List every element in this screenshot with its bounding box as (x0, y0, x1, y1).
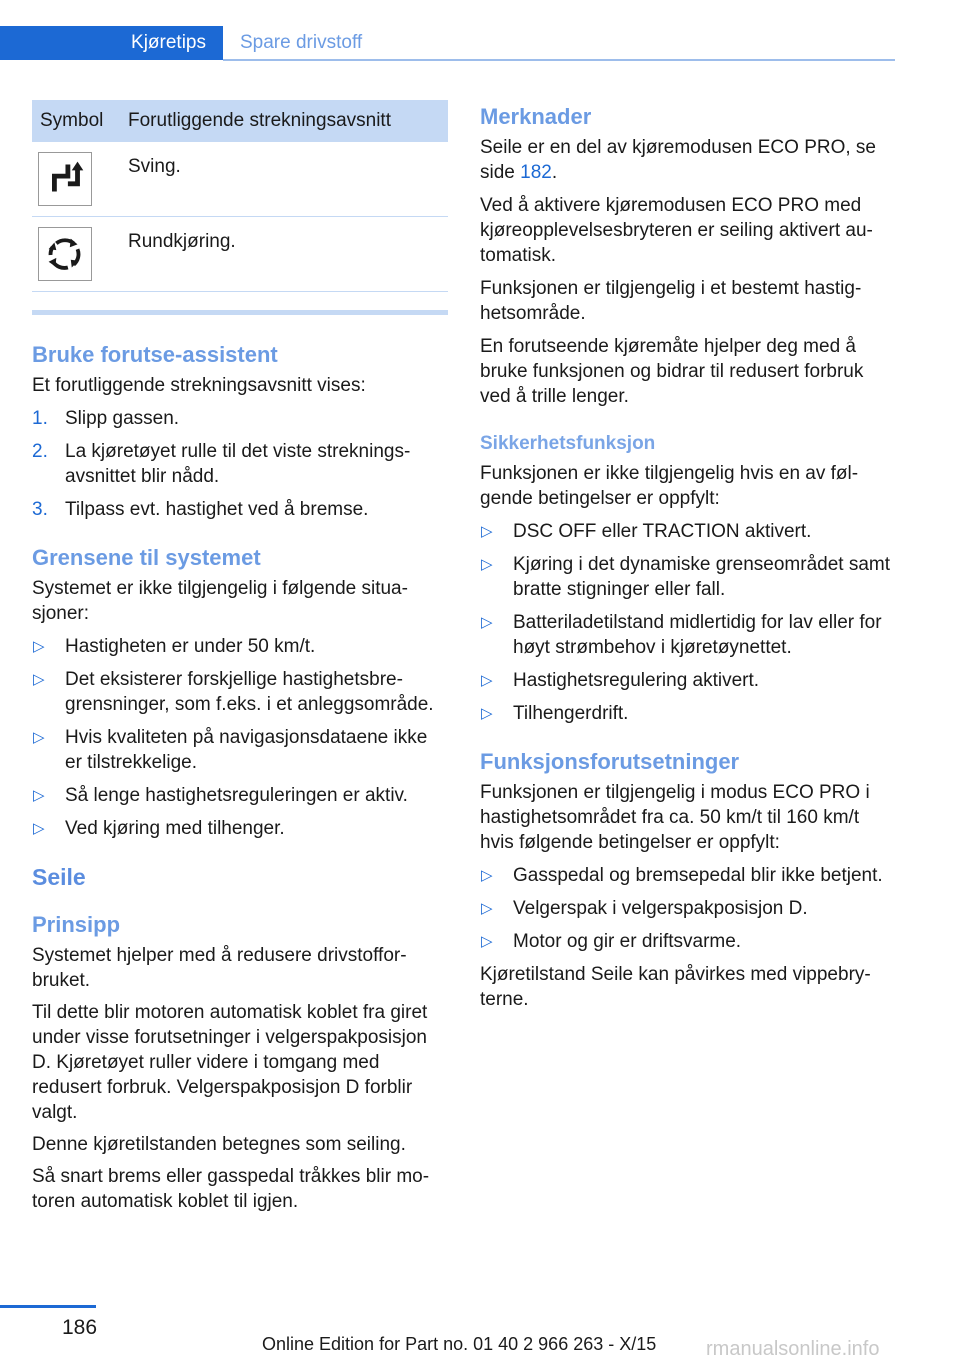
heading-seile: Seile (32, 864, 86, 890)
left-column (32, 100, 448, 1214)
triangle-bullet-icon: ▷ (481, 900, 493, 917)
limits-list (32, 634, 448, 841)
symbol-table (32, 100, 448, 292)
list-item: ▷ Det eksisterer forskjellige hastighetsbregrensninger, som f.eks. i et anleggsområde. (33, 669, 434, 715)
conditions-list (480, 863, 895, 954)
curve-road-icon (38, 152, 92, 206)
triangle-bullet-icon: ▷ (33, 638, 45, 655)
watermark: rmanualsonline.info (706, 1338, 880, 1360)
table-header-row (32, 100, 448, 142)
list-item: ▷ Så lenge hastighetsreguleringen er aktiv. (33, 785, 408, 806)
table-header-symbol: Symbol (32, 100, 120, 142)
triangle-bullet-icon: ▷ (33, 787, 45, 804)
tab-kjoretips[interactable]: Kjøretips (0, 26, 223, 60)
footer-rule (0, 1305, 96, 1308)
page-number: 186 (62, 1316, 98, 1339)
table-row-text: Sving. (120, 142, 448, 217)
edition-text: Online Edition for Part no. 01 40 2 966 263 - X/15 (262, 1334, 657, 1354)
list-item: ▷ Velgerspak i velgerspakposisjon D. (481, 898, 808, 919)
list-item: ▷ DSC OFF eller TRACTION aktivert. (481, 521, 812, 542)
list-item: ▷ Hvis kvaliteten på navigasjonsdataene ikke er tilstrekkelige. (33, 727, 428, 773)
list-item: 1. Slipp gassen. (32, 408, 180, 429)
list-item: ▷ Kjøring i det dynamiske grenseområdet samt bratte stigninger eller fall. (481, 554, 890, 600)
list-item: ▷ Batteriladetilstand midlertidig for lav eller for høyt strømbehov i kjøretøynettet. (481, 612, 882, 658)
merknader-paragraph: Funksjonen er tilgjengelig i et bestemt hastighetsområde. (480, 278, 862, 324)
merknader-paragraph: Ved å aktivere kjøremodusen ECO PRO med kjøreopplevelsesbryteren er seiling aktivert automatisk. (480, 195, 873, 266)
triangle-bullet-icon: ▷ (481, 523, 493, 540)
merknader-paragraph: En forutseende kjøremåte hjelper deg med å bruke funksjonen og bidrar til redusert forbruk ved å trille lenger. (480, 336, 864, 407)
heading-prinsipp: Prinsipp (32, 912, 121, 937)
heading-sikkerhet: Sikkerhetsfunksjon (480, 433, 656, 454)
bruke-intro: Et forutliggende strekningsavsnitt vises: (32, 375, 366, 396)
prinsipp-paragraph: Til dette blir motoren automatisk koblet fra giret under visse forutsetninger i velgerspakposisjon D. Kjøretøyet ruller videre i tomgang med redusert forbruk. Velgerspakposisjon D forblir valgt. (32, 1002, 428, 1123)
heading-forutsetninger: Funksjonsforutsetninger (480, 749, 740, 774)
triangle-bullet-icon: ▷ (481, 705, 493, 722)
list-item: 3. Tilpass evt. hastighet ved å bremse. (32, 499, 369, 520)
heading-merknader: Merknader (480, 104, 592, 129)
page-header (0, 26, 895, 62)
header-divider (223, 59, 895, 61)
triangle-bullet-icon: ▷ (481, 672, 493, 689)
grensene-intro: Systemet er ikke tilgjengelig i følgende situasjoner: (32, 578, 408, 624)
list-item: ▷ Gasspedal og bremsepedal blir ikke betjent. (481, 865, 883, 886)
heading-grensene: Grensene til systemet (32, 545, 261, 570)
merknader-paragraph: Seile er en del av kjøremodusen ECO PRO, se side 182. (480, 137, 877, 183)
final-paragraph: Kjøretilstand Seile kan påvirkes med vippebryterne. (480, 964, 871, 1010)
page-link[interactable]: 182 (520, 162, 552, 183)
triangle-bullet-icon: ▷ (33, 671, 45, 688)
triangle-bullet-icon: ▷ (33, 729, 45, 746)
prinsipp-paragraph: Systemet hjelper med å redusere drivstofforbruket. (32, 945, 407, 991)
table-header-description: Forutliggende strekningsavsnitt (120, 100, 448, 142)
forutsetning-intro: Funksjonen er tilgjengelig i modus ECO PRO i hastighetsområdet fra ca. 50 km/t til 160 km/t hvis følgende betingelser er oppfylt: (480, 782, 870, 853)
list-item: 2. La kjøretøyet rulle til det viste strekningsavsnittet blir nådd. (32, 441, 411, 487)
heading-bruke: Bruke forutse-assistent (32, 342, 278, 367)
right-column (480, 103, 895, 1012)
prinsipp-paragraph: Så snart brems eller gasspedal tråkkes blir motoren automatisk koblet til igjen. (32, 1166, 430, 1212)
roundabout-icon (38, 227, 92, 281)
triangle-bullet-icon: ▷ (481, 933, 493, 950)
list-item: ▷ Motor og gir er driftsvarme. (481, 931, 742, 952)
tab-spare-drivstoff[interactable]: Spare drivstoff (240, 32, 363, 53)
triangle-bullet-icon: ▷ (33, 820, 45, 837)
table-row-text: Rundkjøring. (120, 217, 448, 292)
list-item: ▷ Ved kjøring med tilhenger. (33, 818, 285, 839)
safety-list (480, 519, 895, 726)
triangle-bullet-icon: ▷ (481, 556, 493, 573)
steps-list (32, 406, 448, 522)
sikkerhet-intro: Funksjonen er ikke tilgjengelig hvis en av følgende betingelser er oppfylt: (480, 463, 859, 509)
list-item: ▷ Hastighetsregulering aktivert. (481, 670, 760, 691)
prinsipp-paragraph: Denne kjøretilstanden betegnes som seiling. (32, 1134, 406, 1155)
triangle-bullet-icon: ▷ (481, 614, 493, 631)
triangle-bullet-icon: ▷ (481, 867, 493, 884)
list-item: ▷ Tilhengerdrift. (481, 703, 629, 724)
list-item: ▷ Hastigheten er under 50 km/t. (33, 636, 316, 657)
table-row (32, 142, 448, 217)
table-row (32, 217, 448, 292)
